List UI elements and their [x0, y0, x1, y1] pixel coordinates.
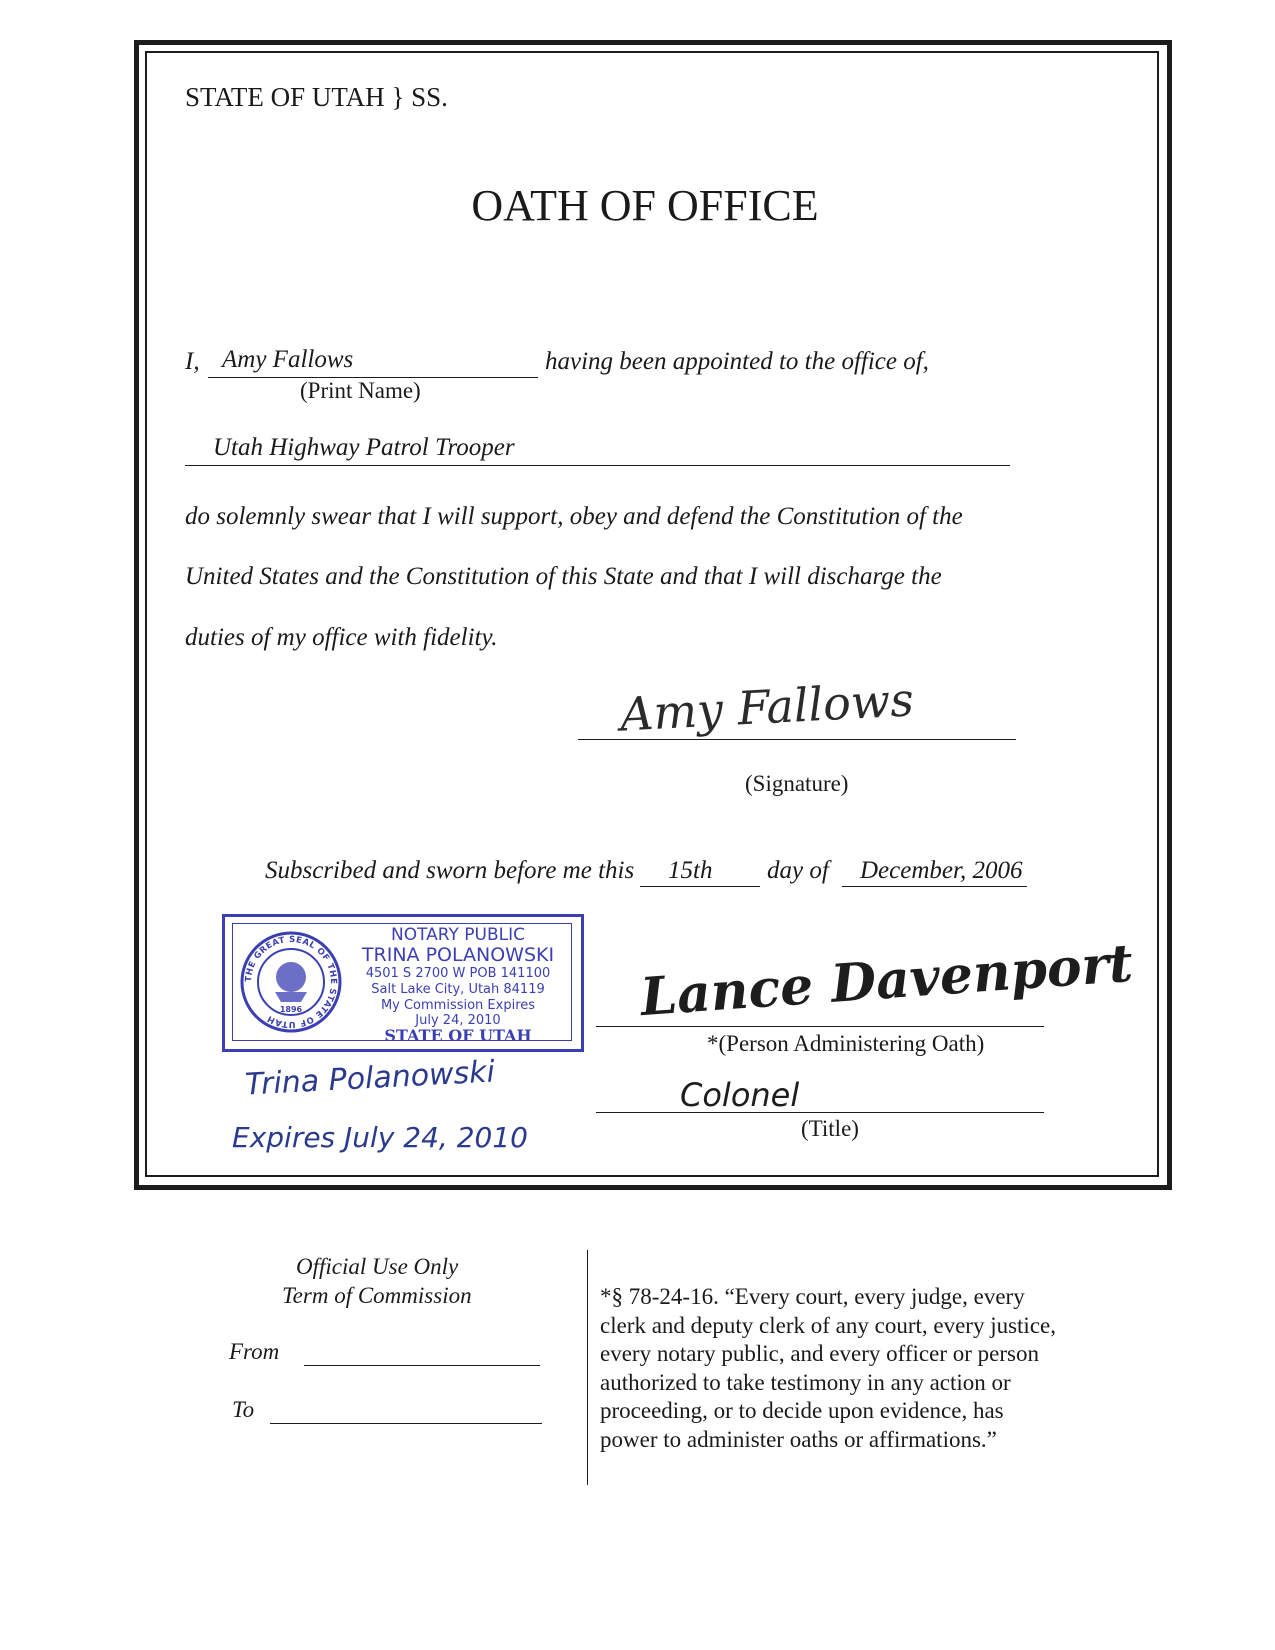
day-of-text: day of	[767, 857, 829, 884]
i-prefix: I,	[185, 348, 200, 375]
sworn-prefix: Subscribed and sworn before me this	[265, 857, 635, 884]
administrator-label: *(Person Administering Oath)	[707, 1031, 985, 1056]
venue-line: STATE OF UTAH } SS.	[185, 82, 448, 112]
name-line	[208, 348, 538, 378]
to-field	[270, 1398, 542, 1424]
footnote-line-6: power to administer oaths or affirmations.”	[600, 1426, 997, 1452]
administrator-signature: Lance Davenport	[638, 932, 1135, 1029]
administrator-title-value: Colonel	[680, 1076, 800, 1114]
from-field	[304, 1340, 540, 1366]
stamp-line-3: 4501 S 2700 W POB 141100	[365, 966, 551, 981]
document-title: OATH OF OFFICE	[471, 181, 819, 230]
appointed-text: having been appointed to the office of,	[545, 348, 929, 375]
oath-body-line-1: do solemnly swear that I will support, obey and defend the Constitution of the	[185, 503, 963, 530]
print-name-label: (Print Name)	[300, 378, 421, 403]
title-label: (Title)	[801, 1116, 859, 1141]
oath-body-line-3: duties of my office with fidelity.	[185, 624, 498, 651]
footnote-line-4: authorized to take testimony in any action or	[600, 1369, 1011, 1395]
seal-year: 1896	[279, 1005, 303, 1014]
title-line	[596, 1086, 1044, 1113]
official-use-heading: Official Use Only	[296, 1254, 459, 1279]
statute-footnote	[600, 1283, 1056, 1454]
term-of-commission-heading: Term of Commission	[282, 1283, 472, 1308]
administrator-line	[596, 1000, 1044, 1027]
stamp-line-7: STATE OF UTAH	[384, 1026, 532, 1045]
stamp-line-4: Salt Lake City, Utah 84119	[371, 982, 545, 997]
stamp-line-1: NOTARY PUBLIC	[390, 925, 526, 945]
sworn-month-year: December, 2006	[860, 857, 1023, 884]
stamp-line-5: My Commission Expires	[380, 998, 536, 1013]
oath-body-line-2: United States and the Constitution of this State and that I will discharge the	[185, 563, 942, 590]
signature-label: (Signature)	[745, 771, 849, 796]
office-value: Utah Highway Patrol Trooper	[213, 434, 515, 461]
state-seal-icon	[239, 930, 343, 1034]
notary-handwritten-expiry: Expires July 24, 2010	[232, 1121, 528, 1154]
vertical-divider	[587, 1250, 588, 1485]
signature-amy: Amy Fallows	[618, 672, 915, 742]
notary-handwritten-signature: Trina Polanowski	[244, 1054, 496, 1103]
footnote-line-2: clerk and deputy clerk of any court, every justice,	[600, 1312, 1056, 1338]
notary-stamp	[222, 914, 584, 1052]
month-line	[842, 857, 1027, 887]
to-label: To	[232, 1397, 255, 1422]
stamp-line-2: TRINA POLANOWSKI	[361, 944, 555, 966]
footnote-line-1: *§ 78-24-16. “Every court, every judge, every	[600, 1284, 1025, 1309]
footnote-line-5: proceeding, or to decide upon evidence, has	[600, 1398, 1004, 1423]
day-line	[640, 857, 760, 887]
office-line	[185, 434, 1010, 466]
footnote-line-3: every notary public, and every officer or person	[600, 1341, 1039, 1366]
sworn-day: 15th	[668, 857, 713, 884]
signature-line	[578, 712, 1016, 740]
from-label: From	[229, 1339, 280, 1364]
seal-ring-text: THE GREAT SEAL OF THE STATE OF UTAH	[243, 934, 339, 1030]
stamp-line-6: July 24, 2010	[415, 1013, 501, 1028]
printed-name: Amy Fallows	[222, 346, 354, 373]
